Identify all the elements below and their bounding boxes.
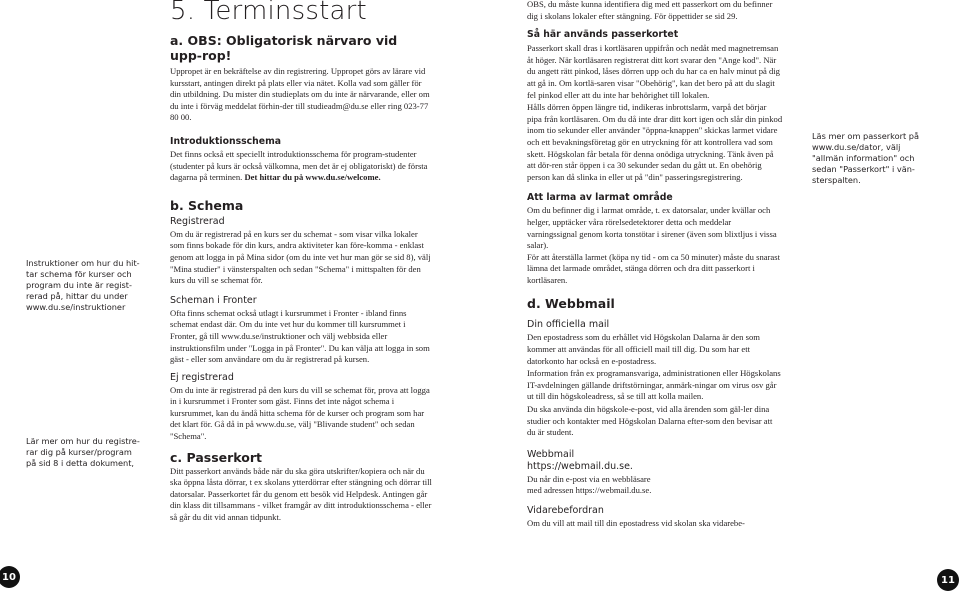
intro-heading: Introduktionsschema bbox=[170, 135, 282, 147]
page-title: 5. Terminsstart bbox=[170, 0, 367, 26]
right-main-column bbox=[527, 0, 783, 530]
ejreg-text: Om du inte är registrerad på den kurs du vill se schemat för, prova att logga in i kursrummet i Fronter som gäst. Finns det inte något schema i kursrummet, kan du ändå hitta schema för de kurser och program som har det klart för. Gå då in på www.du.se, välj "Blivande student" och sedan "Schema". bbox=[170, 384, 430, 442]
intro-text bbox=[170, 149, 432, 184]
sidenote-schema-instructions: Instruktioner om hur du hit-tar schema för kurser och program du inte är regist-rerad på, hittar du under www.du.se/instruktioner bbox=[26, 258, 140, 312]
fronter-heading: Scheman i Fronter bbox=[170, 294, 257, 306]
larm-text-1: Om du befinner dig i larmat område, t. ex datorsalar, under kvällar och helger, upptäcker våra rörelsedetektorer detta och meddelar varningssignal genom korta tonstötar i sirener (även som blixtljus i vissa salar). bbox=[527, 205, 777, 251]
webbmail-text-1: Du når din e-post via en webbläsare bbox=[527, 473, 651, 484]
fronter-text: Ofta finns schemat också utlagt i kursrummet i Fronter - ibland finns schemat endast där. Om du inte vet hur du kommer till kursrummet i Fronter, gå till www.du.se/instruktioner och välj webbsida eller instruktionsfilm under "Logga in på Fronter". Du kan välja att logga in som gäst - eller som användare om du är registrerad på kursen. bbox=[170, 307, 430, 365]
section-c-text: Ditt passerkort används både när du ska göra utskrifter/kopiera och när du ska öppna låsta dörrar, t ex skolans ytterdörrar efter stängning och dörrar till datorsalar. Passerkortet får du genom ett besök vid Helpdesk. Antingen går din klass dit tillsammans - vilket framgår av ditt introduktionsschema - eller så går du dit vid annan tidpunkt. bbox=[170, 465, 432, 523]
intro-link-text: Det hittar du på www.du.se/welcome. bbox=[244, 172, 381, 183]
registrerad-heading: Registrerad bbox=[170, 215, 225, 227]
webbmail-text-2: med adressen https://webmail.du.se. bbox=[527, 485, 652, 496]
passerkort-usage-text-2: Hålls dörren öppen längre tid, indikeras inbrottslarm, varpå det börjar pipa från kortläsaren. Om du då inte drar ditt kort igen och slår din pinkod inom tio sekunder eller använder "öppna-knappen" skickas larmet vidare och ett bevakningsföretag gör en utryckning för att kontrollera vad som skett. Högskolan får betala för denna onödiga utryckning. Tänk även på att dör-ren står öppen i ca 30 sekunder sedan du gått ut. En obehörig person kan då slinka in eller ut på "din" passeringsregistrering. bbox=[527, 102, 783, 182]
sidenote-registration: Lär mer om hur du registre-rar dig på kurser/program på sid 8 i detta dokument, bbox=[26, 436, 140, 468]
officiella-text-2: Information från ex programansvariga, administrationen eller Högskolans IT-avdelningen gällande driftstörningar, anmärk-ningar om virus osv går ut till din högskoleadress, så se till att kolla mailen. bbox=[527, 368, 781, 402]
webbmail-heading-1: Webbmail bbox=[527, 448, 575, 460]
officiella-heading: Din officiella mail bbox=[527, 319, 610, 331]
larm-text-2: För att återställa larmet (köpa ny tid - om ca 50 minuter) måste du snarast lämna det larmade området, stänga dörren och dra ditt passerkort i kortläsaren. bbox=[527, 251, 780, 285]
page-number-right: 11 bbox=[937, 569, 959, 591]
passerkort-obs-text: OBS, du måste kunna identifiera dig med ett passerkort om du befinner dig i skolans lokaler efter stängning. För öppettider se sid 29. bbox=[527, 0, 773, 21]
sidenote-passerkort: Läs mer om passerkort på www.du.se/dator, välj "allmän information" och sedan "Passerkort" i vän-sterspalten. bbox=[812, 131, 920, 185]
section-c-heading: c. Passerkort bbox=[170, 449, 262, 465]
ejreg-heading: Ej registrerad bbox=[170, 371, 234, 383]
vidare-text: Om du vill att mail till din epostadress vid skolan ska vidarebe- bbox=[527, 518, 745, 528]
intro-body: Det finns också ett speciellt introduktionsschema för program-studenter (studenter på kurs är också välkomna, men det är ej obligatoriskt) de första dagarna på terminen. bbox=[170, 148, 428, 183]
officiella-text-1: Den epostadress som du erhållet vid Högskolan Dalarna är den som kommer att användas för all officiell mail till dig. Du som har ett datorkonto har också en e-postadress. bbox=[527, 332, 760, 366]
section-d-heading: d. Webbmail bbox=[527, 296, 615, 312]
vidare-heading: Vidarebefordran bbox=[527, 505, 604, 516]
section-b-heading: b. Schema bbox=[170, 197, 244, 213]
larm-heading: Att larma av larmat område bbox=[527, 192, 673, 204]
passerkort-usage-text-1: Passerkort skall dras i kortläsaren uppifrån och nedåt med magnetremsan åt höger. När kortläsaren registrerat ditt kort svarar den "Ange kod". När du angett rätt pinkod, låses dörren upp och du har ca en halv minut på dig att gå in. Om kortlä-saren visar "Obehörig", kan det bero på att du slagit fel pinkod eller att du inte har behörighet till lokalen. bbox=[527, 43, 780, 100]
left-main-column bbox=[170, 0, 432, 524]
officiella-text-3: Du ska använda din högskole-e-post, vid alla ärenden som gäl-ler dina studier och kontakter med Högskolan Dalarna efter-som den bevisar att du är student. bbox=[527, 404, 773, 438]
page-number-left: 10 bbox=[0, 566, 20, 588]
webbmail-heading-2: https://webmail.du.se. bbox=[527, 460, 633, 472]
section-a-text: Uppropet är en bekräftelse av din registrering. Uppropet görs av lärare vid kursstart, antingen direkt på plats eller via nätet. Kolla vad som gäller för din utbildning. Du mister din studieplats om du inte är närvarande, eller om du inte i förväg meddelat förhin-der till studieadm@du.se eller ring 023-77 80 00. bbox=[170, 66, 430, 123]
section-a-heading: a. OBS: Obligatorisk närvaro vid upp-rop! bbox=[170, 33, 398, 63]
registrerad-text: Om du är registrerad på en kurs ser du schemat - som visar vilka lokaler som finns bokade för din kurs, andra aktiviteter kan före-komma - enklast genom att logga in på Mina sidor (om du inte vet hur man gör se sid 8), välj "Mina studier" i vänsterspalten och sedan "Schema" i mittspalten för den kurs du vill se schemat för. bbox=[170, 228, 431, 286]
passerkort-usage-heading: Så här används passerkortet bbox=[527, 29, 679, 41]
